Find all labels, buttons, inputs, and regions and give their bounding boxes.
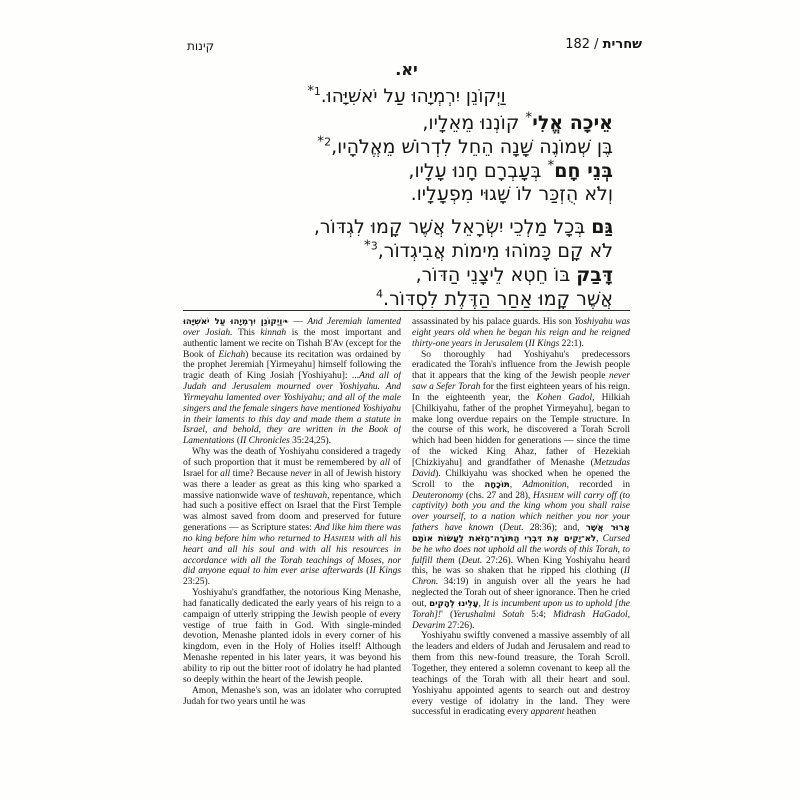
text-segment: kinnah xyxy=(260,327,287,338)
kinnah-stanza xyxy=(183,109,630,207)
kinnah-stanzas xyxy=(183,109,630,311)
text-segment: בֶּן שְׁמוֹנֶה שָׁנָה הֵחֵל לִדְרוֹשׁ מֵאֱלֹהָיו, xyxy=(331,135,613,158)
header-section-name: שחרית xyxy=(602,37,642,52)
text-segment: , repentance, which had such a positive effect on Israel that the First Temple was almost saved from doom and preserved for future generations — as Scripture states: xyxy=(183,490,401,534)
text-segment: ( xyxy=(234,436,240,447)
header-page-title xyxy=(565,37,642,52)
text-segment: heathen xyxy=(564,707,597,718)
text-segment: Metzudas David xyxy=(412,457,630,479)
text-segment: לֹא קָם כָּמוֹהוּ מִימוֹת אֲבִיגְדוֹר, xyxy=(377,239,613,262)
inline-hebrew-phrase: עָלֵינוּ לְהָקִים xyxy=(429,598,479,609)
text-segment: (chs. 27 and 28), xyxy=(463,490,533,501)
text-segment: apparent xyxy=(530,707,565,718)
text-segment: Cursed be he who does not uphold all the words of this Torah, to fulfill them xyxy=(412,533,630,566)
text-segment: Amon, Menashe's son, was an idolater who corrupted Judah for two years until he was xyxy=(183,685,401,707)
text-segment: of Israel for xyxy=(183,457,401,479)
text-segment: Eichah xyxy=(218,349,246,360)
kinnah-line xyxy=(213,237,613,264)
text-segment: ...And all of Judah and Jerusalem mourned over Yoshiyahu. And Yirmeyahu lamented over Yoshiyahu; and all of the male singers and the female singers have mentioned Yoshiyahu in their laments to this day and made them a statute in Israel, and behold, they are written in the Book of Lamentations xyxy=(183,371,401,447)
text-segment: Yoshiyahu swiftly convened a massive assembly of all the leaders and elders of Judah and Jerusalem and read to them from this new-found treasure, the Torah Scroll. Together, they entered a solemn covenant to keep all the teachings of the Torah with all their heart and soul. Yoshiyahu appointed agents to search out and destroy every vestige of idolatry in the land. They were successful in eradicating every xyxy=(412,631,630,718)
text-segment: 28:36); and, xyxy=(523,523,586,534)
text-segment: — xyxy=(288,317,308,327)
commentary-column-right xyxy=(412,317,630,797)
commentary-paragraph xyxy=(183,686,401,708)
text-segment: for the first eighteen years of his reign. In the eighteenth year, the xyxy=(412,382,630,403)
running-header xyxy=(186,37,642,55)
kinnah-opening-line xyxy=(183,83,630,110)
footnote-asterisk: * xyxy=(307,83,314,99)
kinnah-block xyxy=(183,60,630,311)
text-segment: , recorded in xyxy=(566,479,630,490)
text-segment: ( xyxy=(493,523,503,534)
text-segment: 5:4; xyxy=(524,609,554,620)
fleuron-icon: ❧ xyxy=(282,317,289,326)
text-segment: Yerushalmi Sotah xyxy=(453,609,525,620)
footnote-asterisk: * xyxy=(525,109,533,126)
text-segment: , Hilkiah [Chilkiyahu, father of the prophet Yirmeyahu], began to make long overdue repairs on the Temple structure. In the course of this work, he discovered a Torah Scroll which had been hidden for generations — since the time of the wicked King Ahaz, father of Hezekiah [Chizkiyahu] and grandfather of Menashe ( xyxy=(412,392,630,468)
text-segment: Yoshiyahu's grandfather, the notorious King Menashe, had fanatically dedicated the early years of his reign to a campaign of utterly stripping the Jewish people of every vestige of true faith in God. With single-minded devotion, Menashe planted idols in every corner of his kingdom, even in the Holy of Holies itself! Although Menashe repented in his later years, it was beyond his ability to rip out the bitter root of idolatry he had planted so deeply within the heart of the Jewish people. xyxy=(183,588,401,685)
text-segment: So thoroughly had Yoshiyahu's predecessors eradicated the Torah's influence from the Jewish people that it appears that the king of the Jewish people xyxy=(412,349,630,382)
text-segment: Hashem xyxy=(323,533,355,544)
text-segment: 27:26). When King Yoshiyahu heard this, he was so shaken that he ripped his clothing ( xyxy=(412,555,630,577)
text-segment: And Jeremiah lamented over Josiah. xyxy=(183,317,401,338)
text-segment: Why was the death of Yoshiyahu considered a tragedy of such proportion that it must be remembered by xyxy=(183,447,401,468)
text-segment: בְּנֵי חָם xyxy=(554,159,613,182)
footnote-number: 2 xyxy=(324,135,332,149)
text-segment: 34:19) in anguish over all the years he had neglected the Torah out of sheer ignorance. Then he cried out, xyxy=(412,577,630,609)
text-segment: דָּבַק xyxy=(576,263,613,286)
commentary-section xyxy=(183,317,630,797)
kinnah-line xyxy=(213,133,613,160)
text-segment: וַיְקוֹנֵן יִרְמְיָהוּ עַל יֹאשִׁיָּהוּ. xyxy=(320,86,506,107)
text-segment: Admonition xyxy=(522,479,567,490)
text-segment: 22:1). xyxy=(559,338,584,349)
text-segment: אֲשֶׁר קָמוּ אַחַר הַדֶּלֶת לִסְדּוֹר. xyxy=(383,287,613,310)
kinnah-line xyxy=(213,288,613,312)
text-segment: And like him there was no king before him who returned to xyxy=(183,523,401,544)
header-section-left: קינות xyxy=(187,39,215,53)
commentary-paragraph xyxy=(412,317,630,350)
kinnah-line xyxy=(213,264,613,288)
text-segment: 35:24,25). xyxy=(289,436,332,447)
footnote-asterisk: * xyxy=(317,133,325,150)
text-segment: all xyxy=(379,457,390,468)
text-segment: Yoshiyahu was eight years old when he began his reign and he reigned thirty-one years in Jerusalem xyxy=(412,317,630,349)
header-page-number: 182 xyxy=(565,37,591,52)
footnote-asterisk: * xyxy=(547,157,555,174)
text-segment: with all his heart and all his soul and with all his resources in accordance with all the Torah teachings of Moses, nor did anyone equal to him ever arise afterwards xyxy=(183,533,401,577)
text-segment: time? Because xyxy=(230,468,291,479)
text-segment: 27:26). xyxy=(445,620,475,631)
commentary-paragraph xyxy=(183,588,401,686)
footnote-number: 4 xyxy=(376,287,384,301)
header-separator: / xyxy=(590,37,603,52)
text-segment: , xyxy=(596,533,603,544)
text-segment: Kohen Gadol xyxy=(536,392,593,403)
kinnah-number-heading: יא. xyxy=(395,60,418,79)
text-segment: Hashem xyxy=(532,490,564,501)
text-segment: ( xyxy=(523,338,529,349)
text-segment: will carry off (to captivity) both you and the king whom you shall raise over yourself, to a nation which neither you nor your fathers have known xyxy=(412,490,630,534)
text-segment: ' ( xyxy=(441,609,454,620)
text-segment: is the most important and authentic lament we recite on Tishah B'Av (except for the Book of xyxy=(183,327,401,360)
text-segment: II Kings xyxy=(528,338,560,349)
footnote-asterisk: * xyxy=(363,237,371,254)
text-segment: אֵיכָה אֱלִי xyxy=(532,112,613,134)
kinnah-line xyxy=(213,216,613,240)
text-segment: II Chron. xyxy=(412,566,630,588)
divider-rule xyxy=(183,310,630,311)
text-segment: , xyxy=(478,598,484,609)
text-segment: בְּכָל מַלְכֵי יִשְׂרָאֵל אֲשֶׁר קָמוּ לִגְדּוֹר, xyxy=(313,216,592,239)
footnote-number: 1 xyxy=(313,84,321,98)
text-segment: Deut. xyxy=(502,523,524,534)
text-segment: , xyxy=(509,479,523,490)
text-segment: assassinated by his palace guards. His son xyxy=(412,317,575,327)
commentary-paragraph xyxy=(183,317,401,447)
inline-hebrew-phrase: וַיְקוֹנֵן יִרְמְיָהוּ עַל יֹאשִׁיָּהוּ xyxy=(183,317,283,327)
text-segment: 23:25). xyxy=(183,577,211,588)
text-segment: ). Chilkiyahu was shocked when he opened the Scroll to the xyxy=(412,468,630,490)
text-segment: ( xyxy=(454,555,462,566)
kinnah-line xyxy=(213,157,613,184)
text-segment: ( xyxy=(363,566,370,577)
commentary-paragraph xyxy=(183,447,401,588)
text-segment: קוֹנְנוּ מֵאֵלָיו, xyxy=(422,112,526,134)
text-segment: בּוֹ חֵטְא לֵיצָנֵי הַדּוֹר, xyxy=(415,263,577,286)
footnote-number: 3 xyxy=(370,239,378,253)
text-segment: This xyxy=(232,327,261,338)
text-segment: ) because its recitation was ordained by the prophet Jeremiah [Yirmeyahu] himself following the tragic death of King Josiah [Yoshiyahu]: xyxy=(183,349,401,382)
text-segment: Deut. xyxy=(461,555,483,566)
kinnah-line xyxy=(213,183,613,207)
inline-hebrew-phrase: תּוֹכָחָה xyxy=(484,479,510,490)
kinnah-line xyxy=(213,109,613,136)
text-segment: בְּעָבְרָם חָנוּ עָלָיו, xyxy=(408,159,548,182)
text-segment: teshuvah xyxy=(293,490,328,501)
text-segment: Midrash HaGadol, Devarim xyxy=(412,609,630,631)
text-segment: II Kings xyxy=(369,566,401,577)
text-segment: וְלֹא הֻזְכַּר לוֹ שָׁגוּי מִפְעָלָיו. xyxy=(410,183,613,206)
text-segment: II Chronicles xyxy=(240,436,290,447)
text-segment: in all of Jewish history was there a leader as great as this king who sparked a massive nationwide wave of xyxy=(183,468,401,501)
text-segment: never xyxy=(290,468,312,479)
text-segment: גַּם xyxy=(591,216,613,239)
commentary-column-left xyxy=(183,317,401,797)
commentary-paragraph xyxy=(412,631,630,718)
text-segment: all xyxy=(220,468,231,479)
text-segment: Deuteronomy xyxy=(412,490,464,501)
kinnah-stanza xyxy=(183,216,630,311)
text-segment: never saw a Sefer Torah xyxy=(412,371,630,393)
commentary-paragraph xyxy=(412,350,630,632)
text-segment: It is incumbent upon us to uphold [the Torah]! xyxy=(412,598,630,620)
inline-hebrew-phrase: אָרוּר אֲשֶׁר לֹא־יָקִים אֶת דִּבְרֵי הַתּוֹרָה־הַזֹּאת לַעֲשׂוֹת אוֹתָם xyxy=(412,523,630,544)
